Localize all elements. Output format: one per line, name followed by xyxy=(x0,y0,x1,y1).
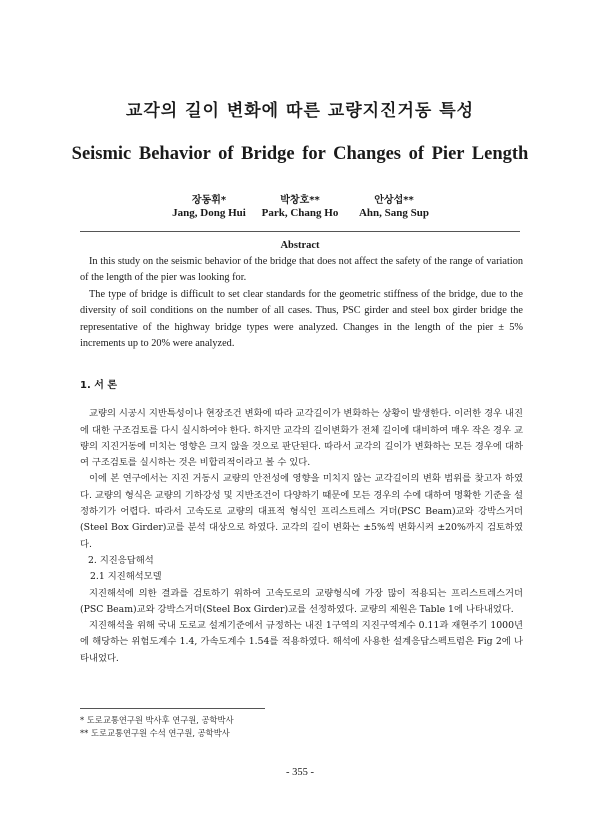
paper-title-korean: 교각의 길이 변화에 따른 교량지진거동 특성 xyxy=(125,101,475,121)
body-paragraph: 이에 본 연구에서는 지진 거동시 교량의 안전성에 영향을 미치지 않는 교각길이의 변화 범위를 찾고자 하였다. 교량의 형식은 교량의 기하강성 및 지반조건이 다양하기 때문에 모든 경우의 수에 대하여 명확한 기준을 설정하기가 어렵다. 따라서 고속도로 교량의 대표적 형식인 프리스트레스 거더(PSC Beam)교와 강박스거더(Steel Box Girder)교를 분석 대상으로 하였다. 교각의 길이 변화는 ±5%씩 변화시켜 ±20%까지 검토하였다. xyxy=(80,473,523,550)
footnote-2: ** 도로교통연구원 수석 연구원, 공학박사 xyxy=(80,728,230,738)
body-paragraph: 교량의 시공시 지반특성이나 현장조건 변화에 따라 교각길이가 변화하는 상황이 발생한다. 이러한 경우 내진에 대한 구조검토를 다시 실시하여야 한다. 하지만 교각의 길이변화가 전체 길이에 대비하여 매우 작은 경우 교량의 지진거동에 미치는 영향은 크지 않을 것으로 판단된다. 따라서 교각의 길이가 변화하는 모든 경우에 대하여 구조검토를 실시하는 것은 비합리적이라고 볼 수 있다. xyxy=(80,408,523,469)
section-1-heading: 1. 서 론 xyxy=(80,380,118,391)
author-3-name-ko: 안상섭** xyxy=(374,195,414,206)
main-text xyxy=(80,378,523,667)
abstract-body xyxy=(80,254,523,352)
header-divider xyxy=(80,231,520,232)
author-1-name-ko: 장동휘* xyxy=(191,195,227,206)
abstract-heading: Abstract xyxy=(280,240,320,251)
author-2-name-ko: 박창호** xyxy=(280,195,320,206)
body-paragraph: 지진해석을 위해 국내 도로교 설계기준에서 규정하는 내진 1구역의 지진구역계수 0.11과 재현주기 1000년에 해당하는 위험도계수 1.4, 가속도계수 1.54를 적용하였다. 해석에 사용한 설계응답스펙트럼은 Fig 2에 나타내었다. xyxy=(80,620,523,664)
author-2-name-en: Park, Chang Ho xyxy=(261,207,339,219)
footnote-divider xyxy=(80,708,265,709)
author-1-name-en: Jang, Dong Hui xyxy=(172,207,246,219)
footnote-1: * 도로교통연구원 박사후 연구원, 공학박사 xyxy=(80,715,234,725)
footnotes xyxy=(80,714,523,740)
page-number: - 355 - xyxy=(286,767,314,778)
body-paragraph: 지진해석에 의한 결과를 검토하기 위하여 고속도로의 교량형식에 가장 많이 적용되는 프리스트레스거더(PSC Beam)교와 강박스거더(Steel Box Girder)교를 선정하였다. 교량의 제원은 Table 1에 나타내었다. xyxy=(80,587,523,615)
paper-title-english: Seismic Behavior of Bridge for Changes of Pier Length xyxy=(71,144,529,164)
abstract-paragraph: The type of bridge is difficult to set clear standards for the geometric stiffness of the bridge, due to the diversity of soil conditions on the number of all cases. Thus, PSC girder and steel box girder bridge the representative of the highway bridge types were analyzed. Changes in the length of the pier ± 5% increments up to 20% were analyzed. xyxy=(80,288,523,350)
abstract-paragraph: In this study on the seismic behavior of the bridge that does not affect the safety of the range of variation of the length of the pier was looking for. xyxy=(80,256,523,284)
author-3-name-en: Ahn, Sang Sup xyxy=(358,207,430,219)
author-3 xyxy=(334,191,454,219)
section-2-1-heading: 2.1 지진해석모델 xyxy=(90,571,162,583)
section-2-heading: 2. 지진응답해석 xyxy=(88,554,154,566)
